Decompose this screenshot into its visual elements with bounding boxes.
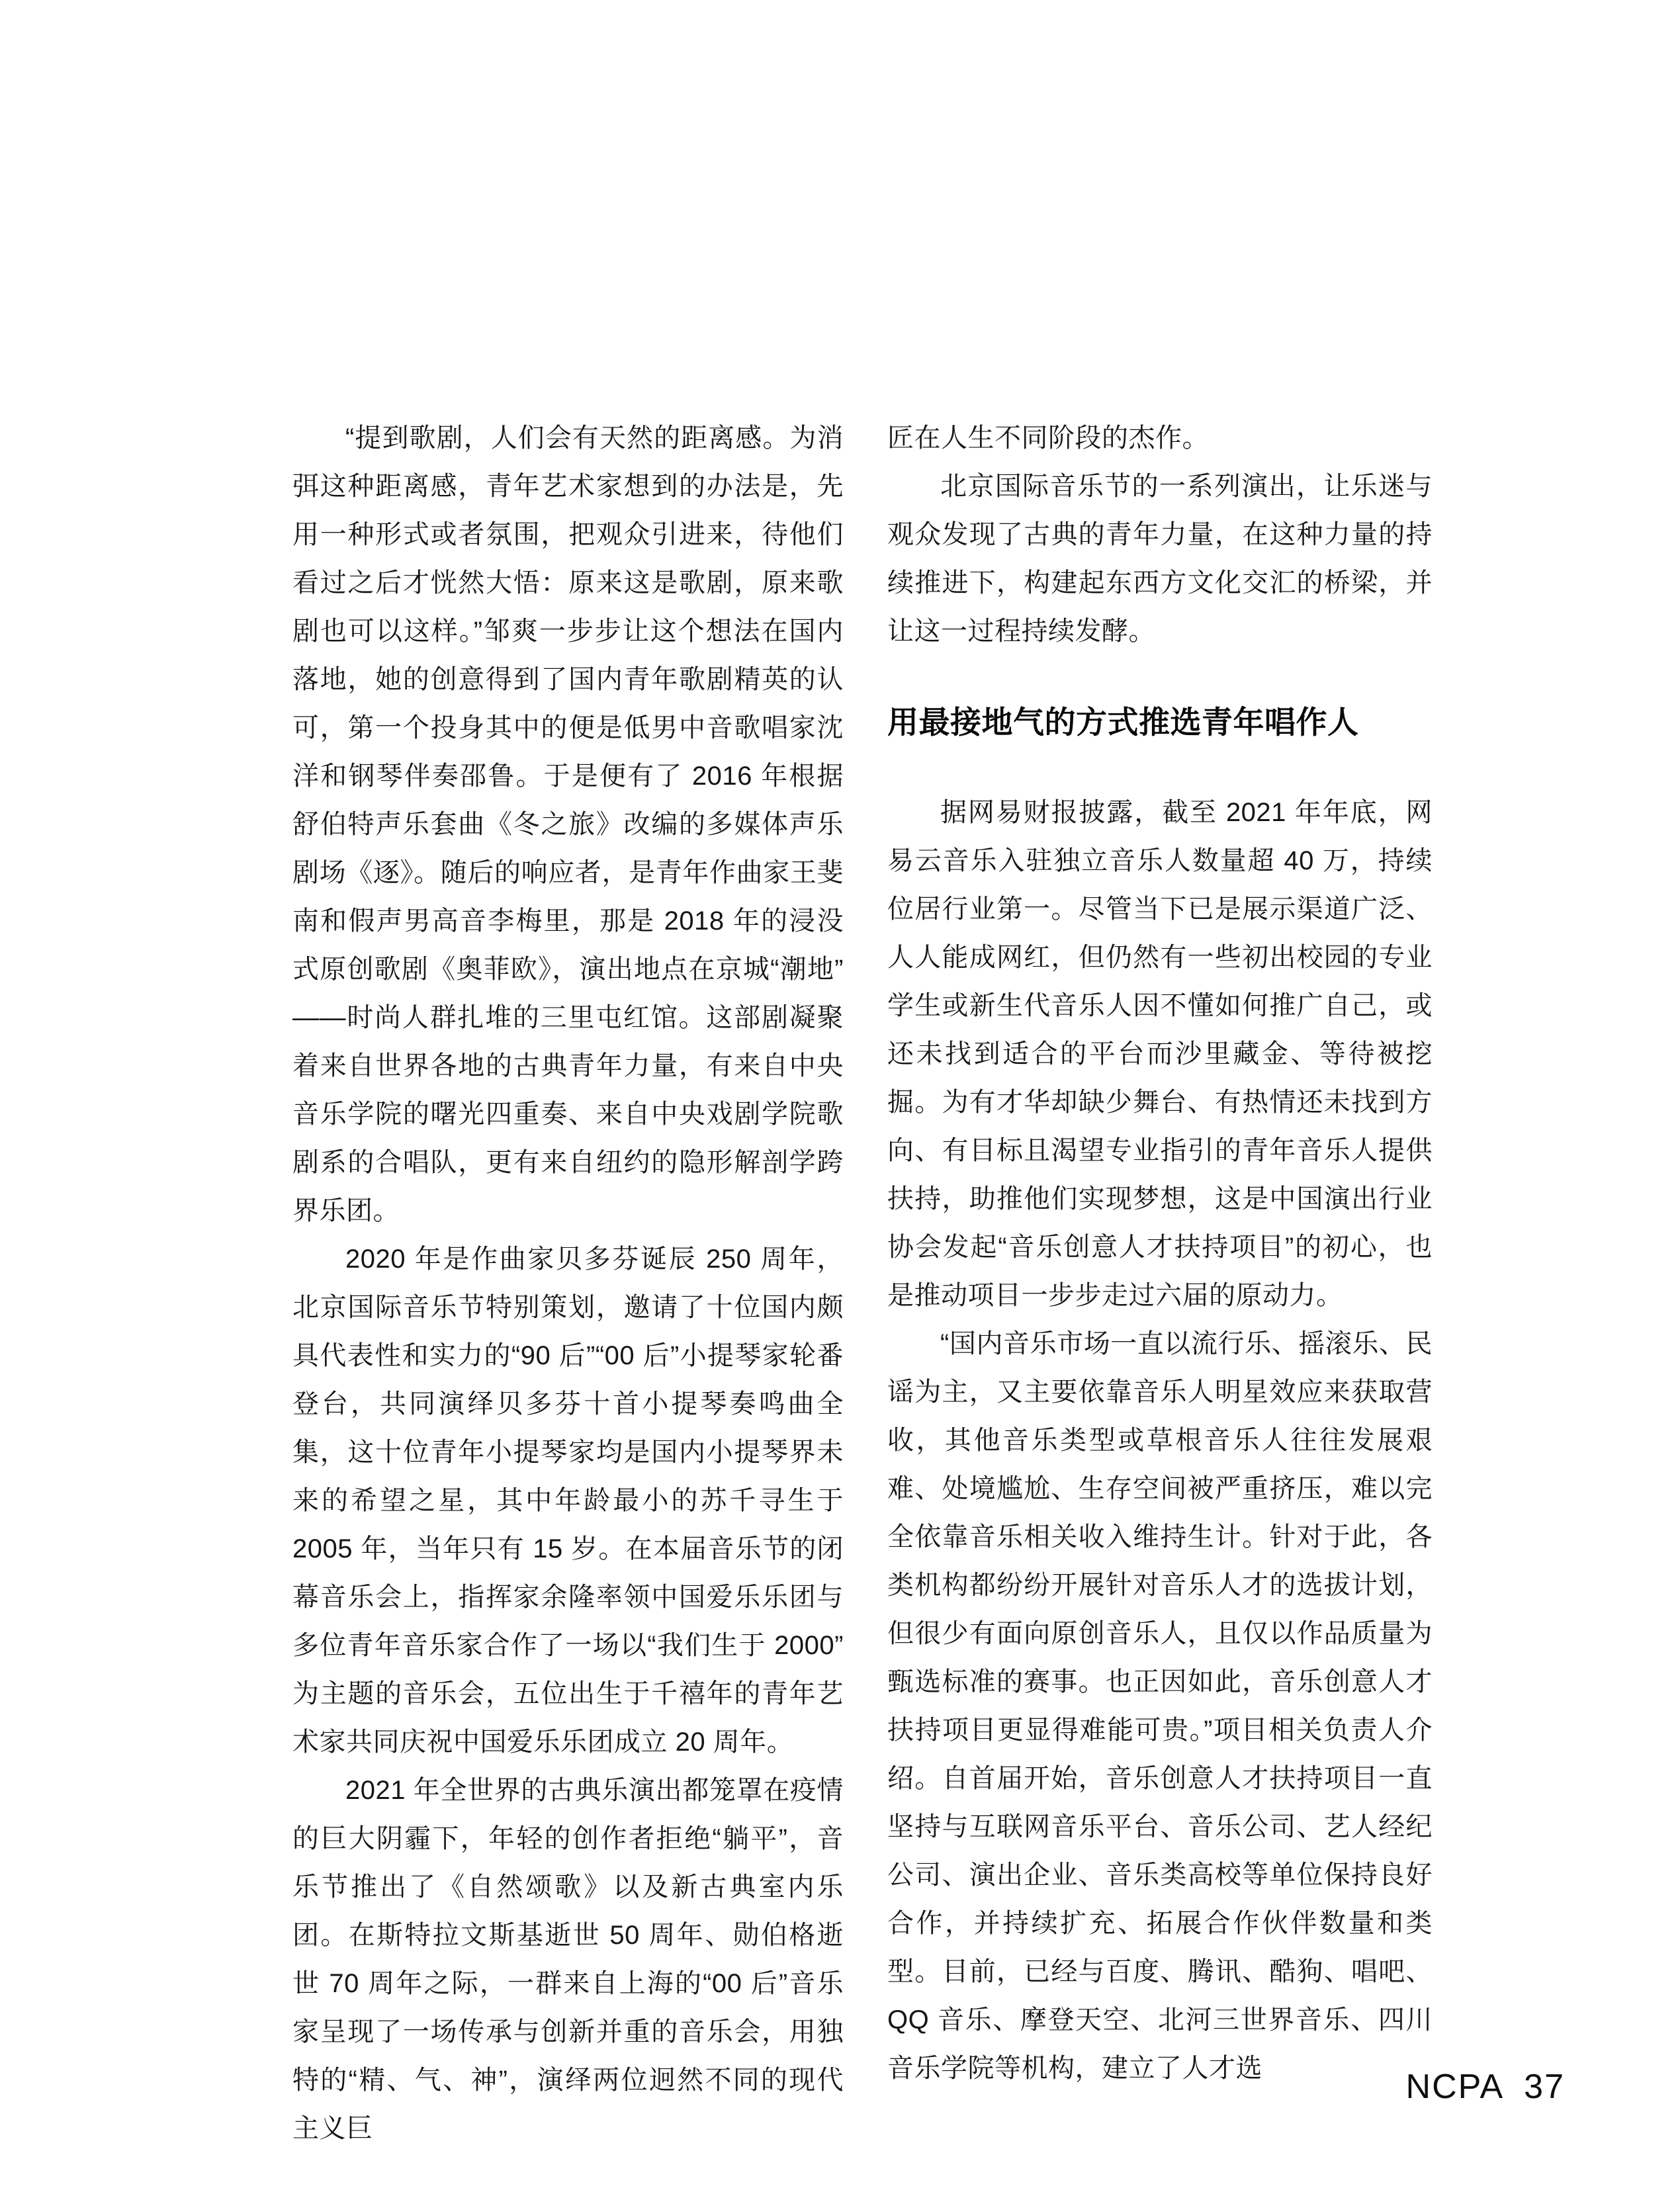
paragraph-continuation: 匠在人生不同阶段的杰作。 — [887, 423, 1209, 453]
left-column — [292, 414, 844, 2153]
page-footer — [1406, 2068, 1565, 2105]
brand-label: NCPA — [1405, 2068, 1505, 2106]
paragraph-beethoven-250: 2020 年是作曲家贝多芬诞辰 250 周年，北京国际音乐节特别策划，邀请了十位国内颇具代表性和实力的“90 后”“00 后”小提琴家轮番登台，共同演绎贝多芬十首小提琴奏鸣曲全集，这十位青年小提琴家均是国内小提琴界未来的希望之星，其中年龄最小的苏千寻生于 2005 年，当年只有 15 岁。在本届音乐节的闭幕音乐会上，指挥家余隆率领中国爱乐乐团与多位青年音乐家合作了一场以“我们生于 2000”为主题的音乐会，五位出生于千禧年的青年艺术家共同庆祝中国爱乐乐团成立 20 周年。 — [292, 1245, 844, 1757]
paragraph-opera-distance: “提到歌剧，人们会有天然的距离感。为消弭这种距离感，青年艺术家想到的办法是，先用一种形式或者氛围，把观众引进来，待他们看过之后才恍然大悟：原来这是歌剧，原来歌剧也可以这样。”邹爽一步步让这个想法在国内落地，她的创意得到了国内青年歌剧精英的认可，第一个投身其中的便是低男中音歌唱家沈洋和钢琴伴奏邵鲁。于是便有了 2016 年根据舒伯特声乐套曲《冬之旅》改编的多媒体声乐剧场《逐》。随后的响应者，是青年作曲家王斐南和假声男高音李梅里，那是 2018 年的浸没式原创歌剧《奥菲欧》，演出地点在京城“潮地”——时尚人群扎堆的三里屯红馆。这部剧凝聚着来自世界各地的古典青年力量，有来自中央音乐学院的曙光四重奏、来自中央戏剧学院歌剧系的合唱队，更有来自纽约的隐形解剖学跨界乐团。 — [292, 423, 844, 1225]
paragraph-project-origin: “国内音乐市场一直以流行乐、摇滚乐、民谣为主，又主要依靠音乐人明星效应来获取营收，其他音乐类型或草根音乐人往往发展艰难、处境尴尬、生存空间被严重挤压，难以完全依靠音乐相关收入维持生计。针对于此，各类机构都纷纷开展针对音乐人才的选拔计划，但很少有面向原创音乐人，且仅以作品质量为甄选标准的赛事。也正因如此，音乐创意人才扶持项目更显得难能可贵。”项目相关负责人介绍。自首届开始，音乐创意人才扶持项目一直坚持与互联网音乐平台、音乐公司、艺人经纪公司、演出企业、音乐类高校等单位保持良好合作，并持续扩充、拓展合作伙伴数量和类型。目前，已经与百度、腾讯、酷狗、唱吧、QQ 音乐、摩登天空、北河三世界音乐、四川音乐学院等机构，建立了人才选 — [887, 1329, 1433, 2083]
paragraph-bmf-series: 北京国际音乐节的一系列演出，让乐迷与观众发现了古典的青年力量，在这种力量的持续推进下，构建起东西方文化交汇的桥梁，并让这一过程持续发酵。 — [887, 472, 1433, 646]
right-column — [887, 414, 1433, 2093]
section-heading: 用最接地气的方式推选青年唱作人 — [887, 705, 1359, 740]
page-number: 37 — [1524, 2068, 1565, 2106]
paragraph-2021-pandemic: 2021 年全世界的古典乐演出都笼罩在疫情的巨大阴霾下，年轻的创作者拒绝“躺平”，音乐节推出了《自然颂歌》以及新古典室内乐团。在斯特拉文斯基逝世 50 周年、勋伯格逝世 70 周年之际，一群来自上海的“00 后”音乐家呈现了一场传承与创新并重的音乐会，用独特的“精、气、神”，演绎两位迥然不同的现代主义巨 — [292, 1776, 844, 2143]
paragraph-netease-musicians: 据网易财报披露，截至 2021 年年底，网易云音乐入驻独立音乐人数量超 40 万，持续位居行业第一。尽管当下已是展示渠道广泛、人人能成网红，但仍然有一些初出校园的专业学生或新生代音乐人因不懂如何推广自己，或还未找到适合的平台而沙里藏金、等待被挖掘。为有才华却缺少舞台、有热情还未找到方向、有目标且渴望专业指引的青年音乐人提供扶持，助推他们实现梦想，这是中国演出行业协会发起“音乐创意人才扶持项目”的初心，也是推动项目一步步走过六届的原动力。 — [887, 798, 1433, 1310]
